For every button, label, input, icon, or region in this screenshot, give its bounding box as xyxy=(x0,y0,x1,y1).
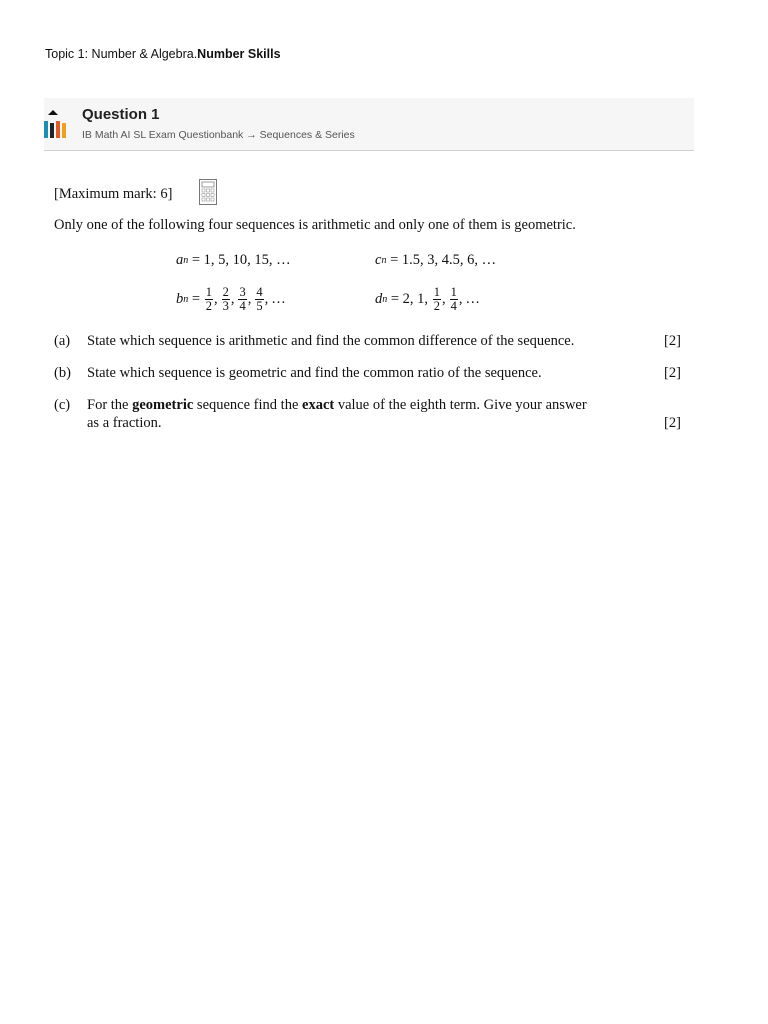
sequence-d: d n = 2, 1, $\frac{1}{2}$ , $\frac{1}{4}$ , … xyxy=(375,285,480,313)
question-breadcrumb: IB Math AI SL Exam Questionbank → Sequences & Series xyxy=(82,129,355,141)
bold-geometric: geometric xyxy=(132,397,194,413)
sequence-a xyxy=(176,252,291,269)
questionbank-logo-icon xyxy=(44,108,70,140)
seq-c-name: c xyxy=(375,252,382,268)
part-text: State which sequence is geometric and find the common ratio of the sequence. xyxy=(87,365,542,381)
bold-exact: exact xyxy=(302,397,335,413)
seq-c-sub: n xyxy=(381,255,387,266)
seq-b-sub: n xyxy=(183,293,189,305)
question-title: Question 1 xyxy=(82,106,160,123)
topic-bold: Number Skills xyxy=(197,47,281,61)
part-a-marks: [2] xyxy=(664,333,681,349)
seq-d-sub: n xyxy=(382,293,388,305)
seq-d-tail: … xyxy=(465,290,480,307)
question-intro: Only one of the following four sequences is arithmetic and only one of them is geometric. xyxy=(54,217,576,233)
seq-d-fraction: $\frac{1}{4}$ xyxy=(450,285,457,313)
seq-b-tail: … xyxy=(271,290,286,307)
seq-b-fraction: $\frac{1}{2}$ xyxy=(205,285,212,313)
seq-b-fraction: $\frac{4}{5}$ xyxy=(256,285,263,313)
part-text: For the geometric sequence find the exact value of the eighth term. Give your answer xyxy=(87,397,587,413)
question-header xyxy=(44,98,694,151)
part-b-marks: [2] xyxy=(664,365,681,381)
seq-b-eq: = xyxy=(191,290,201,307)
seq-c-terms: = 1.5, 3, 4.5, 6, … xyxy=(390,252,497,268)
part-label: (b) xyxy=(54,365,71,381)
part-text: State which sequence is arithmetic and find the common difference of the sequence. xyxy=(87,333,575,349)
calculator-icon xyxy=(199,179,217,205)
seq-d-name: d xyxy=(375,290,383,307)
max-mark: [Maximum mark: 6] xyxy=(54,186,173,202)
sequence-b: b n = $\frac{1}{2}$ , $\frac{2}{3}$ , $\frac{3}{4}$ , $\frac{4}{5}$ , … xyxy=(176,285,286,313)
sequence-c xyxy=(375,252,496,269)
part-label: (a) xyxy=(54,333,71,349)
part-label: (c) xyxy=(54,397,71,413)
topic-line xyxy=(45,47,281,61)
seq-d-fraction: $\frac{1}{2}$ xyxy=(433,285,440,313)
seq-a-terms: = 1, 5, 10, 15, … xyxy=(191,252,291,268)
seq-a-name: a xyxy=(176,252,184,268)
seq-b-fraction: $\frac{2}{3}$ xyxy=(222,285,229,313)
topic-prefix: Topic 1: Number & Algebra. xyxy=(45,47,198,61)
seq-b-name: b xyxy=(176,290,184,307)
seq-b-fraction: $\frac{3}{4}$ xyxy=(239,285,246,313)
part-text-line2: as a fraction. xyxy=(87,415,162,431)
seq-d-lead: = 2, 1, xyxy=(390,290,429,307)
part-c-marks: [2] xyxy=(664,415,681,431)
seq-a-sub: n xyxy=(183,255,189,266)
